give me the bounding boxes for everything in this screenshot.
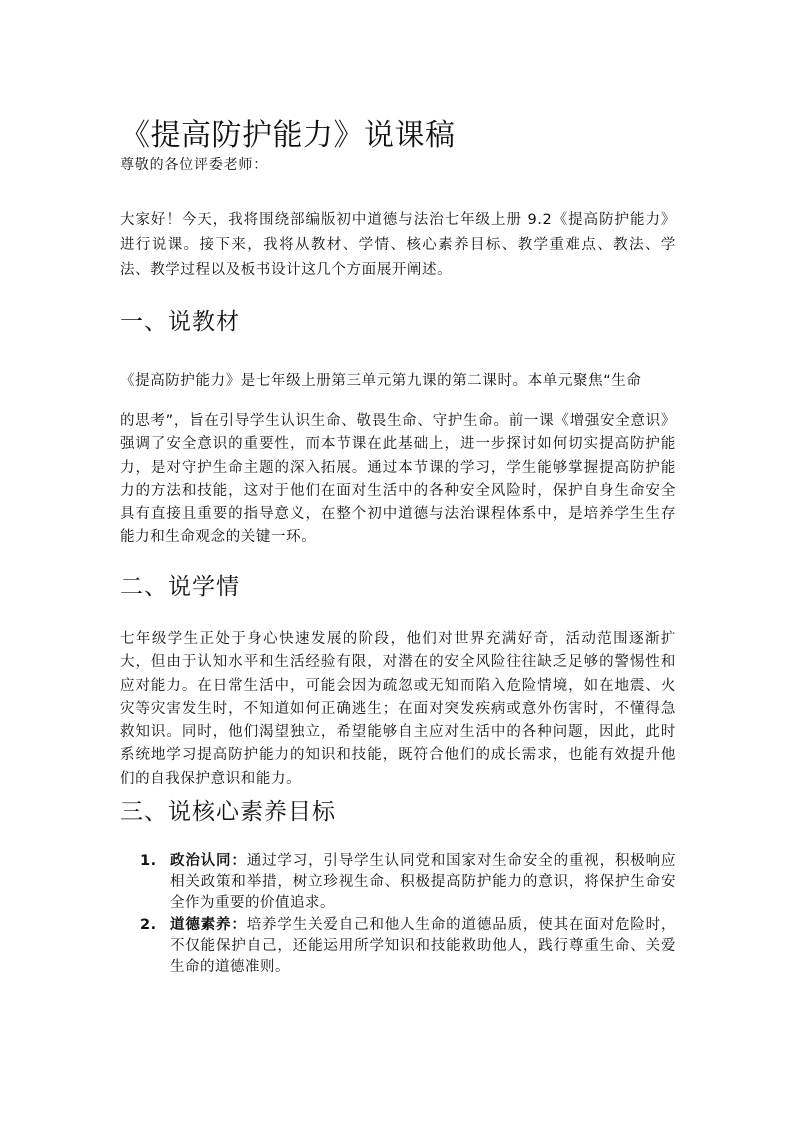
section-heading-students: 二、说学情 bbox=[120, 574, 240, 600]
list-item-label: 政治认同： bbox=[170, 853, 247, 869]
document-title: 《提高防护能力》说课稿 bbox=[120, 118, 456, 154]
list-item bbox=[140, 851, 676, 914]
list-item-number: 1. bbox=[140, 853, 157, 869]
textbook-paragraph: 的思考”，旨在引导学生认识生命、敬畏生命、守护生命。前一课《增强安全意识》强调了安全意识的重要性，而本节课在此基础上，进一步探讨如何切实提高防护能力，是对守护生命主题的深入拓展。通过本节课的学习，学生能够掌握提高防护能力的方法和技能，这对于他们在面对生活中的各种安全风险时，保护自身生命安全具有直接且重要的指导意义，在整个初中道德与法治课程体系中，是培养学生生存能力和生命观念的关键一环。 bbox=[120, 413, 676, 546]
section-heading-core-goals: 三、说核心素养目标 bbox=[120, 799, 336, 825]
core-goals-list bbox=[140, 851, 676, 979]
list-item-label: 道德素养： bbox=[170, 917, 247, 933]
intro-paragraph: 大家好！今天，我将围绕部编版初中道德与法治七年级上册 9.2《提高防护能力》进行说课。接下来，我将从教材、学情、核心素养目标、教学重难点、教法、学法、教学过程以及板书设计这几个方面展开阐述。 bbox=[120, 212, 676, 278]
list-item bbox=[140, 915, 676, 978]
list-item-text: 培养学生关爱自己和他人生命的道德品质，使其在面对危险时，不仅能保护自己，还能运用所学知识和技能救助他人，践行尊重生命、关爱生命的道德准则。 bbox=[170, 917, 676, 975]
section-heading-textbook: 一、说教材 bbox=[120, 309, 240, 335]
list-item-text: 通过学习，引导学生认同党和国家对生命安全的重视，积极响应相关政策和举措，树立珍视生命、积极提高防护能力的意识，将保护生命安全作为重要的价值追求。 bbox=[170, 853, 676, 911]
textbook-paragraph-first-line: 《提高防护能力》是七年级上册第三单元第九课的第二课时。本单元聚焦“生命 bbox=[120, 373, 642, 389]
list-item-number: 2. bbox=[140, 917, 157, 933]
students-paragraph: 七年级学生正处于身心快速发展的阶段，他们对世界充满好奇，活动范围逐渐扩大，但由于认知水平和生活经验有限，对潜在的安全风险往往缺乏足够的警惕性和应对能力。在日常生活中，可能会因为疏忽或无知而陷入危险情境，如在地震、火灾等灾害发生时，不知道如何正确逃生；在面对突发疾病或意外伤害时，不懂得急救知识。同时，他们渴望独立，希望能够自主应对生活中的各种问题，因此，此时系统地学习提高防护能力的知识和技能，既符合他们的成长需求，也能有效提升他们的自我保护意识和能力。 bbox=[120, 631, 676, 787]
greeting: 尊敬的各位评委老师： bbox=[120, 157, 268, 173]
